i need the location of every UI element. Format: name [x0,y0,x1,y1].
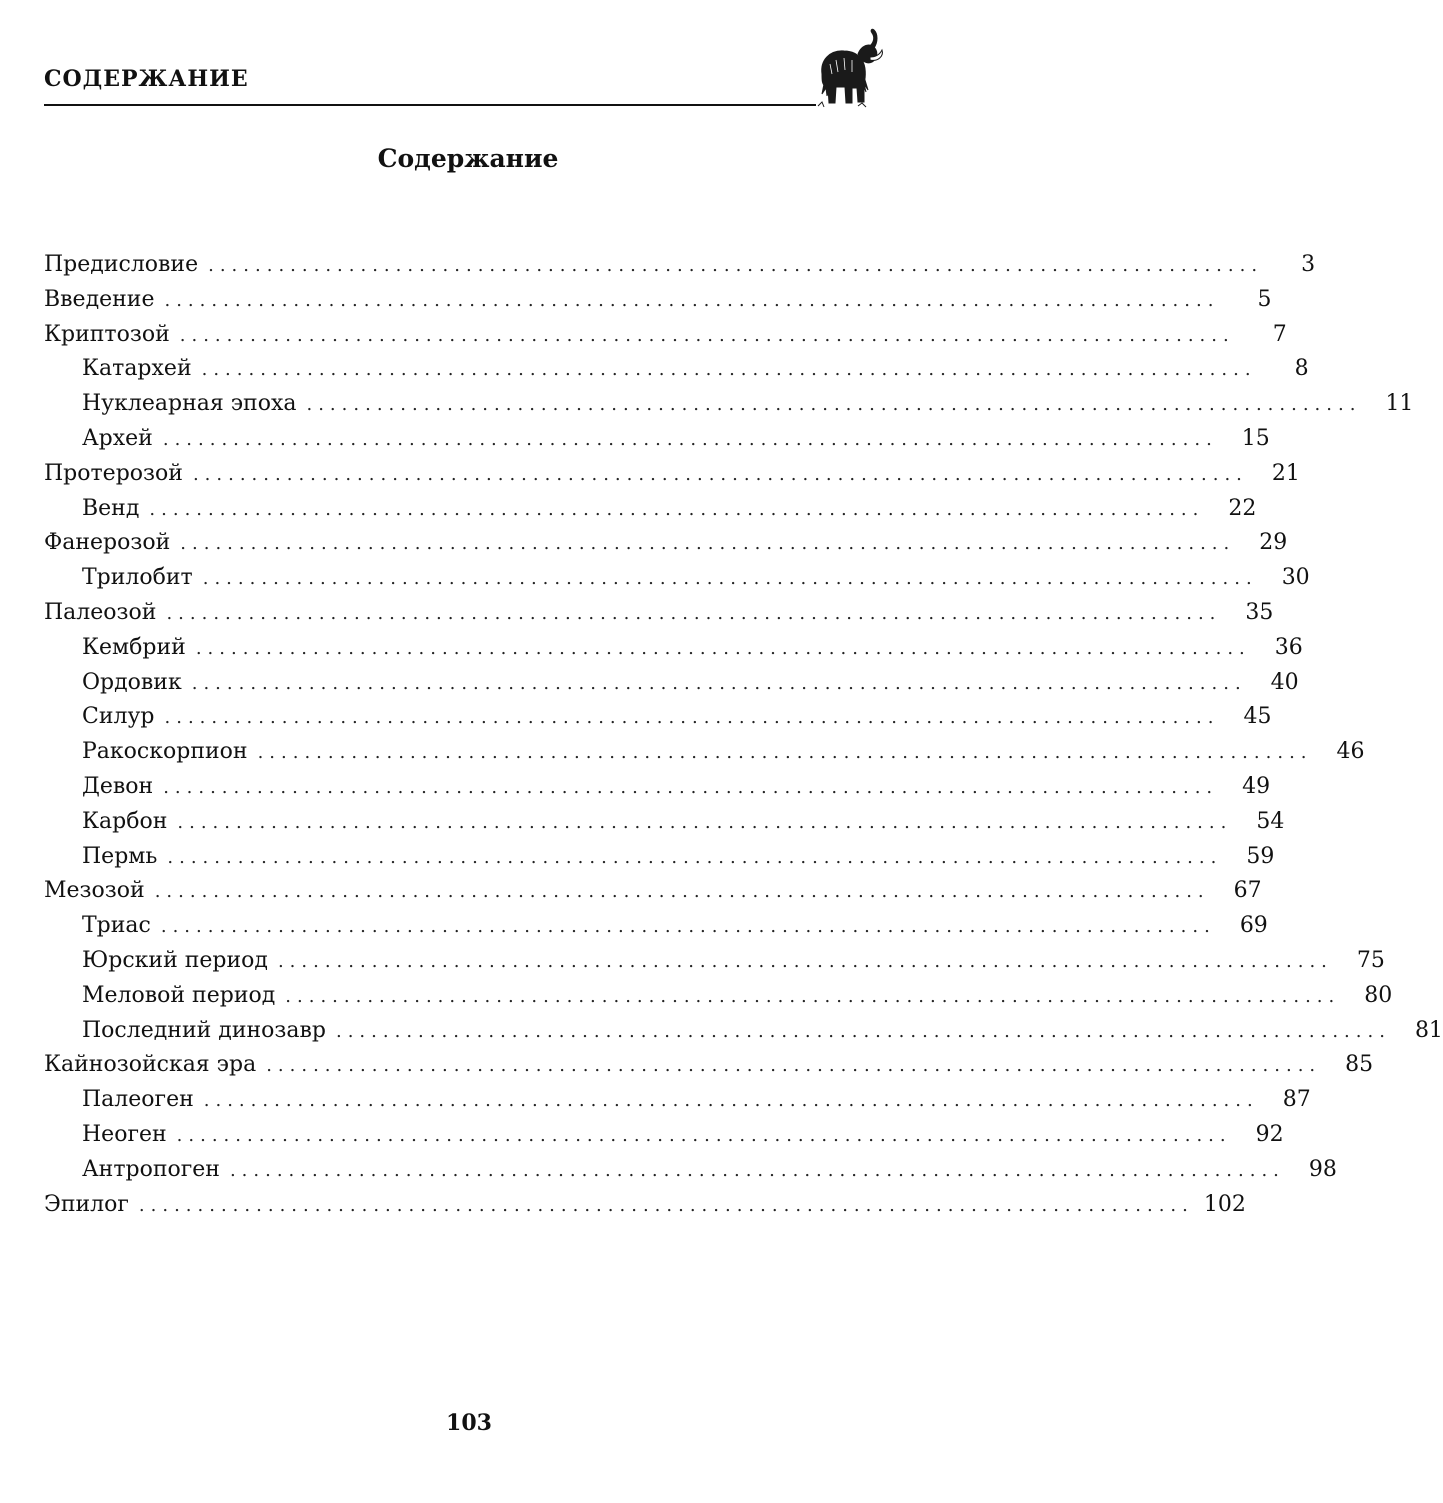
toc-entry-page: 36 [1274,634,1303,660]
toc-entry-title: Венд [82,495,140,521]
toc-leader-dots: .......................................................................................... [164,707,1220,729]
toc-entry-page: 30 [1281,565,1310,591]
toc-leader-dots: .......................................................................................... [138,1194,1194,1216]
toc-entry-page: 5 [1257,286,1272,312]
toc-entry-title: Силур [82,704,155,730]
toc-leader-dots: .......................................................................................... [229,1159,1285,1181]
toc-entry[interactable] [44,1083,1311,1118]
toc-entry-title: Трилобит [82,565,193,591]
toc-leader-dots: .......................................................................................... [306,394,1362,416]
toc-entry-title: Криптозой [44,321,170,347]
toc-leader-dots: .......................................................................................... [160,916,1216,938]
toc-entry-title: Протерозой [44,460,183,486]
toc-leader-dots: .......................................................................................... [203,1090,1259,1112]
toc-leader-dots: .......................................................................................... [149,498,1205,520]
toc-entry-page: 80 [1364,982,1393,1008]
toc-entry-title: Нуклеарная эпоха [82,391,297,417]
toc-entry-title: Девон [82,773,154,799]
toc-leader-dots: .......................................................................................... [191,672,1247,694]
toc-entry-page: 46 [1336,739,1365,765]
toc-entry[interactable] [44,492,1257,527]
toc-leader-dots: .......................................................................................... [164,289,1220,311]
toc-entry-page: 67 [1233,878,1262,904]
toc-entry[interactable] [44,596,1274,631]
toc-entry[interactable] [44,1118,1284,1153]
toc-entry[interactable] [44,1048,1374,1083]
toc-entry-page: 11 [1385,391,1414,417]
toc-entry[interactable] [44,352,1309,387]
toc-leader-dots: .......................................................................................... [202,568,1258,590]
toc-entry-title: Карбон [82,808,168,834]
toc-leader-dots: .......................................................................................... [162,428,1218,450]
toc-entry-page: 85 [1345,1052,1374,1078]
toc-leader-dots: .......................................................................................... [163,776,1219,798]
toc-leader-dots: .......................................................................................... [277,950,1333,972]
toc-entry-title: Пермь [82,843,158,869]
toc-entry[interactable] [44,1014,1443,1049]
toc-entry-title: Кембрий [82,634,186,660]
toc-entry-page: 69 [1239,913,1268,939]
toc-entry-title: Ракоскорпион [82,739,248,765]
toc-entry-page: 21 [1271,460,1300,486]
page-number: 103 [446,1410,492,1436]
toc-entry-page: 98 [1308,1156,1337,1182]
toc-entry-page: 40 [1270,669,1299,695]
toc-entry-page: 29 [1259,530,1288,556]
toc-leader-dots: .......................................................................................... [166,602,1222,624]
toc-leader-dots: .......................................................................................... [266,1055,1322,1077]
toc-leader-dots: .......................................................................................... [201,359,1257,381]
toc-leader-dots: .......................................................................................... [285,985,1341,1007]
toc-entry-title: Фанерозой [44,530,171,556]
toc-entry[interactable] [44,1153,1337,1188]
table-of-contents [44,248,1443,1222]
mammoth-icon [808,24,888,116]
toc-leader-dots: .......................................................................................... [335,1020,1391,1042]
toc-entry[interactable] [44,874,1262,909]
toc-entry-page: 3 [1301,252,1316,277]
toc-leader-dots: .......................................................................................... [208,255,1264,276]
toc-entry-title: Последний динозавр [82,1017,326,1043]
toc-entry[interactable] [44,979,1393,1014]
toc-entry[interactable] [44,770,1271,805]
toc-entry-page: 59 [1246,843,1275,869]
toc-entry-title: Ордовик [82,669,182,695]
toc-leader-dots: .......................................................................................... [167,846,1223,868]
toc-entry-page: 35 [1245,599,1274,625]
toc-leader-dots: .......................................................................................... [195,637,1251,659]
toc-leader-dots: .......................................................................................... [180,533,1236,555]
toc-entry-page: 92 [1255,1121,1284,1147]
toc-entry[interactable] [44,561,1310,596]
toc-entry-page: 22 [1228,495,1257,521]
toc-entry[interactable] [44,283,1272,318]
toc-leader-dots: .......................................................................................... [179,324,1235,346]
toc-entry-page: 54 [1256,808,1285,834]
toc-entry-title: Введение [44,286,155,312]
toc-entry[interactable] [44,631,1303,666]
toc-entry-title: Палеозой [44,599,157,625]
toc-entry-title: Меловой период [82,982,276,1008]
toc-entry-title: Катархей [82,356,192,382]
page-title: Содержание [377,144,559,173]
toc-leader-dots: .......................................................................................... [154,881,1210,903]
toc-entry[interactable] [44,422,1270,457]
toc-entry[interactable] [44,526,1288,561]
toc-entry-page: 45 [1243,704,1272,730]
toc-leader-dots: .......................................................................................... [257,742,1313,764]
toc-entry[interactable] [44,840,1275,875]
toc-entry-page: 102 [1203,1191,1246,1217]
toc-entry-title: Предисловие [44,252,199,277]
toc-entry-page: 49 [1242,773,1271,799]
toc-entry-title: Эпилог [44,1191,129,1217]
running-head-title: СОДЕРЖАНИЕ [44,66,249,92]
toc-entry[interactable] [44,248,1316,283]
toc-leader-dots: .......................................................................................... [177,811,1233,833]
toc-entry-page: 15 [1241,425,1270,451]
toc-entry-title: Антропоген [82,1156,220,1182]
header-rule [44,104,816,106]
toc-entry[interactable] [44,387,1414,422]
toc-entry-title: Триас [82,913,151,939]
toc-entry-page: 7 [1272,321,1287,347]
toc-entry-page: 8 [1294,356,1309,382]
toc-entry[interactable] [44,457,1300,492]
toc-entry[interactable] [44,805,1285,840]
toc-entry[interactable] [44,700,1272,735]
toc-entry-title: Кайнозойская эра [44,1052,257,1078]
toc-entry[interactable] [44,944,1385,979]
toc-entry-title: Архей [82,425,153,451]
toc-entry-title: Палеоген [82,1087,194,1113]
toc-entry[interactable] [44,318,1287,353]
toc-entry[interactable] [44,735,1365,770]
toc-entry-page: 87 [1282,1087,1311,1113]
toc-entry-page: 81 [1414,1017,1443,1043]
toc-leader-dots: .......................................................................................... [176,1124,1232,1146]
toc-entry[interactable] [44,909,1268,944]
toc-entry[interactable] [44,1188,1246,1223]
toc-entry-title: Мезозой [44,878,145,904]
toc-leader-dots: .......................................................................................... [192,463,1248,485]
toc-entry[interactable] [44,666,1299,701]
toc-entry-title: Неоген [82,1121,167,1147]
toc-entry-title: Юрский период [82,947,268,973]
toc-entry-page: 75 [1356,947,1385,973]
